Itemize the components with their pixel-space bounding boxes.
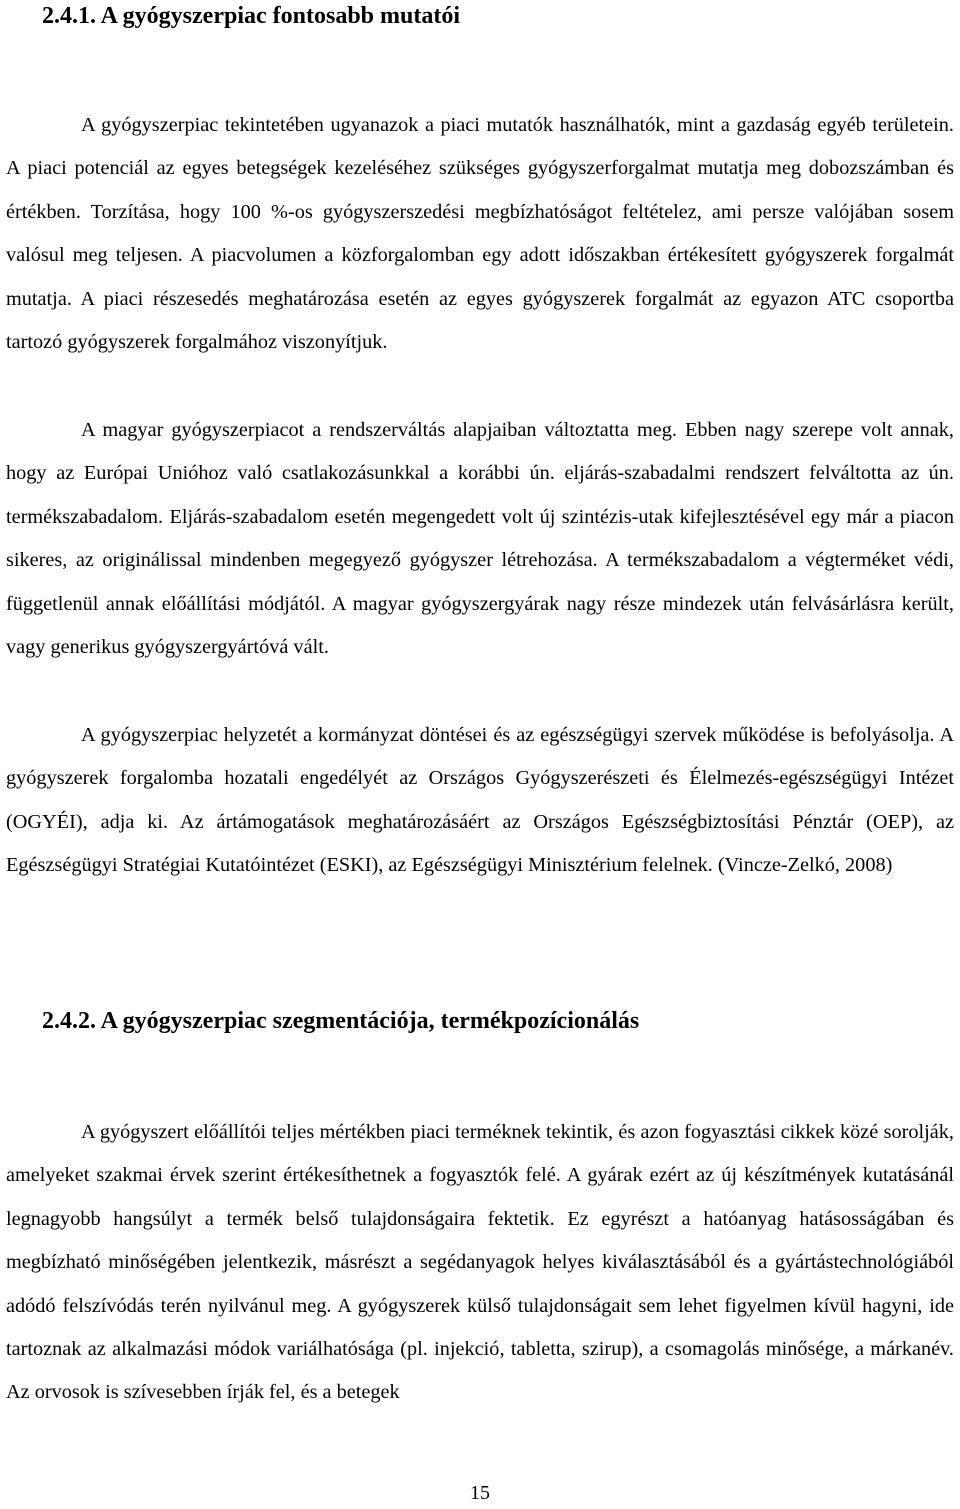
section-heading-2-4-1: 2.4.1. A gyógyszerpiac fontosabb mutatói: [42, 3, 461, 29]
paragraph-market-indicators: A gyógyszerpiac tekintetében ugyanazok a piaci mutatók használhatók, mint a gazdaság egyéb területein. A piaci potenciál az egyes betegségek kezeléséhez szükséges gyógyszerforgalmat mutatja meg dobozszámban és értékben. Torzítása, hogy 100 %-os gyógyszerszedési megbízhatóságot feltételez, ami persze valójában sosem valósul meg teljesen. A piacvolumen a közforgalomban egy adott időszakban értékesített gyógyszerek forgalmát mutatja. A piaci részesedés meghatározása esetén az egyes gyógyszerek forgalmát az egyazon ATC csoportba tartozó gyógyszerek forgalmához viszonyítjuk.: [6, 114, 954, 354]
paragraph-government-role: A gyógyszerpiac helyzetét a kormányzat döntései és az egészségügyi szervek működése is befolyásolja. A gyógyszerek forgalomba hozatali engedélyét az Országos Gyógyszerészeti és Élelmezés-egészségügyi Intézet (OGYÉI), adja ki. Az ártámogatások meghatározásáért az Országos Egészségbiztosítási Pénztár (OEP), az Egészségügyi Stratégiai Kutatóintézet (ESKI), az Egészségügyi Minisztérium felelnek. (Vincze-Zelkó, 2008): [6, 724, 954, 877]
section-heading-2-4-2: 2.4.2. A gyógyszerpiac szegmentációja, termékpozícionálás: [42, 1008, 640, 1034]
page-number: 15: [470, 1482, 490, 1504]
paragraph-system-change: A magyar gyógyszerpiacot a rendszerváltás alapjaiban változtatta meg. Ebben nagy szerepe volt annak, hogy az Európai Unióhoz való csatlakozásunkkal a korábbi ún. eljárás-szabadalmi rendszert felváltotta az ún. termékszabadalom. Eljárás-szabadalom esetén megengedett volt új szintézis-utak kifejlesztésével egy már a piacon sikeres, az originálissal mindenben megegyező gyógyszer létrehozása. A termékszabadalom a végterméket védi, függetlenül annak előállítási módjától. A magyar gyógyszergyárak nagy része mindezek után felvásárlásra került, vagy generikus gyógyszergyártóvá vált.: [6, 419, 954, 659]
paragraph-segmentation: A gyógyszert előállítói teljes mértékben piaci terméknek tekintik, és azon fogyasztási cikkek közé sorolják, amelyeket szakmai érvek szerint értékesíthetnek a fogyasztók felé. A gyárak ezért az új készítmények kutatásánál legnagyobb hangsúlyt a termék belső tulajdonságaira fektetik. Ez egyrészt a hatóanyag hatásosságában és megbízható minőségében jelentkezik, másrészt a segédanyagok helyes kiválasztásából és a gyártástechnológiából adódó felszívódás terén nyilvánul meg. A gyógyszerek külső tulajdonságait sem lehet figyelmen kívül hagyni, ide tartoznak az alkalmazási módok variálhatósága (pl. injekció, tabletta, szirup), a csomagolás minősége, a márkanév. Az orvosok is szívesebben írják fel, és a betegek: [6, 1121, 954, 1404]
